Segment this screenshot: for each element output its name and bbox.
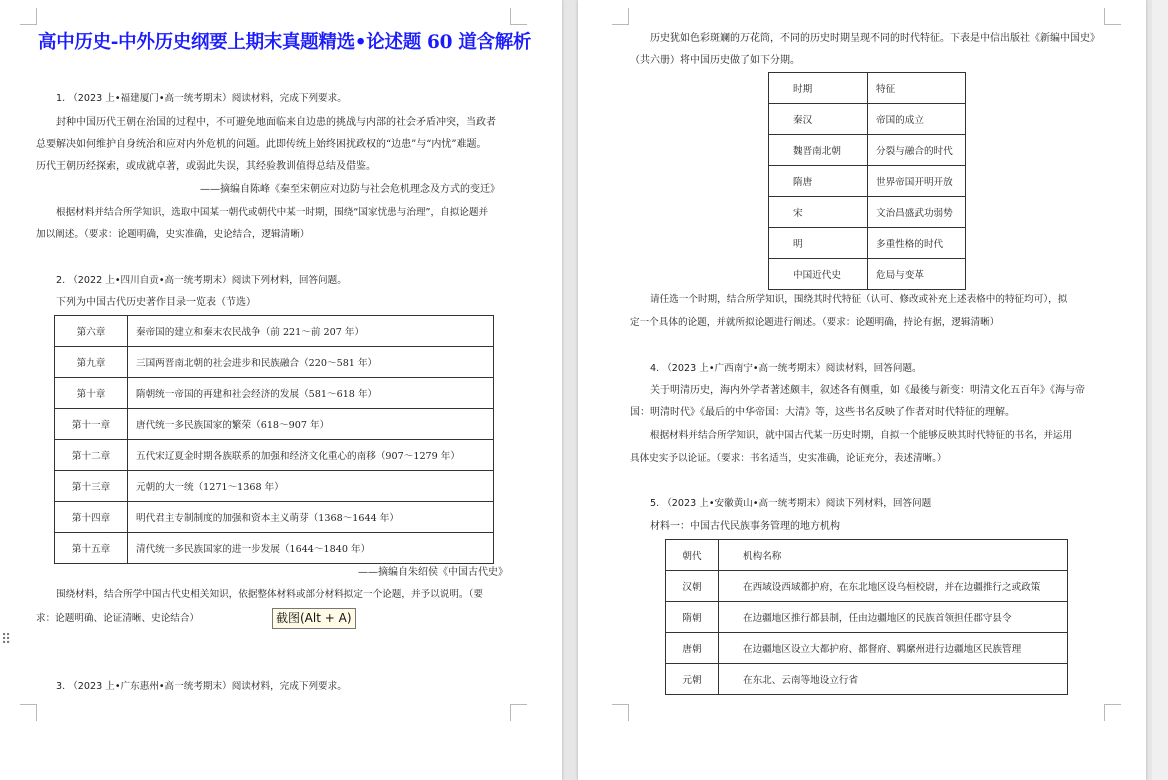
chapter-cell: 第十五章 [55,533,128,564]
chapter-title-cell: 唐代统一多民族国家的繁荣（618～907 年） [128,409,494,440]
dynasty-cell: 唐朝 [666,633,719,664]
question-3-material-line: （共六册）将中国历史做了如下分期。 [630,55,800,66]
chapter-title-cell: 元朝的大一统（1271～1368 年） [128,471,494,502]
question-4-heading: 4. （2023 上•广西南宁•高一统考期末）阅读材料，回答问题。 [650,363,922,374]
question-1-source: ——摘编自陈峰《秦至宋朝应对边防与社会危机理念及方式的变迁》 [200,184,500,195]
drag-handle-icon[interactable]: ⠿ [1,632,12,648]
question-4-prompt: 根据材料并结合所学知识，就中国古代某一历史时期，自拟一个能够反映其时代特征的书名，并运用 [650,430,1073,441]
question-4-material-line: 国：明清时代》《最后的中华帝国：大清》等，这些书名反映了作者对时代特征的理解。 [630,407,1015,418]
table-header-row [666,540,1068,571]
history-book-contents-table [54,315,494,564]
period-cell: 隋唐 [769,166,868,197]
feature-cell: 世界帝国开明开放 [868,166,966,197]
question-2-heading: 2. （2022 上•四川自贡•高一统考期末）阅读下列材料，回答问题。 [56,275,347,286]
table-row [769,135,966,166]
agency-cell: 在边疆地区推行都县制，任由边疆地区的民族首领担任郡守县令 [719,602,1068,633]
column-header-feature: 特征 [868,73,966,104]
table-row [55,502,494,533]
question-5-material-title: 材料一：中国古代民族事务管理的地方机构 [650,521,840,532]
chapter-title-cell: 五代宋辽夏金时期各族联系的加强和经济文化重心的南移（907～1279 年） [128,440,494,471]
ethnic-affairs-agencies-table [665,539,1068,695]
column-header-period: 时期 [769,73,868,104]
question-1-heading: 1. （2023 上•福建厦门•高一统考期末）阅读材料，完成下列要求。 [56,93,347,104]
question-4-prompt: 具体史实予以论证。（要求：书名适当，史实准确，论证充分，表述清晰。） [630,453,947,464]
question-3-prompt: 定一个具体的论题，并就所拟论题进行阐述。（要求：论题明确，持论有据，逻辑清晰） [630,317,1000,328]
question-1-prompt: 加以阐述。（要求：论题明确，史实准确，史论结合，逻辑清晰） [36,229,310,240]
table-row [55,440,494,471]
page-corner-mark [20,704,37,721]
question-3-heading: 3. （2023 上•广东惠州•高一统考期末）阅读材料，完成下列要求。 [56,681,347,692]
column-header-agency: 机构名称 [719,540,1068,571]
chapter-cell: 第六章 [55,316,128,347]
table-row [666,664,1068,695]
page-corner-mark [612,8,629,25]
question-5-heading: 5. （2023 上•安徽黄山•高一统考期末）阅读下列材料，回答问题 [650,498,932,509]
table-row [55,471,494,502]
page-corner-mark [1104,8,1121,25]
question-4-material-line: 关于明清历史，海内外学者著述颇丰，叙述各有侧重，如《最後与新变：明清文化五百年》《海与帝 [650,385,1085,396]
question-1-material-line: 历代王朝历经探索，或成就卓著，或弱此失误，其经验教训值得总结及借鉴。 [36,161,376,172]
table-row [55,409,494,440]
table-row [55,347,494,378]
dynasty-cell: 元朝 [666,664,719,695]
question-2-intro: 下列为中国古代历史著作目录一览表（节选） [56,297,256,308]
table-row [769,197,966,228]
page-corner-mark [510,8,527,25]
feature-cell: 分裂与融合的时代 [868,135,966,166]
column-header-dynasty: 朝代 [666,540,719,571]
period-cell: 宋 [769,197,868,228]
feature-cell: 多重性格的时代 [868,228,966,259]
question-1-material-line: 总要解决如何维护自身统治和应对内外危机的问题。此即传统上始终困扰政权的“边患”与“内忧”难题。 [36,139,487,150]
question-2-source: ——摘编自朱绍侯《中国古代史》 [358,567,508,578]
chapter-cell: 第十一章 [55,409,128,440]
chapter-title-cell: 隋朝统一帝国的再建和社会经济的发展（581～618 年） [128,378,494,409]
table-row [666,633,1068,664]
table-row [769,104,966,135]
question-3-prompt: 请任选一个时期，结合所学知识，围绕其时代特征（认可、修改或补充上述表格中的特征均可），拟 [650,294,1068,305]
period-cell: 秦汉 [769,104,868,135]
vertical-scrollbar[interactable] [1152,0,1168,780]
chapter-cell: 第九章 [55,347,128,378]
question-1-prompt: 根据材料并结合所学知识，选取中国某一朝代或朝代中某一时期，围绕“国家忧患与治理”，自拟论题并 [56,207,489,218]
chapter-cell: 第十二章 [55,440,128,471]
chapter-title-cell: 秦帝国的建立和秦末农民战争（前 221～前 207 年） [128,316,494,347]
agency-cell: 在东北、云南等地设立行省 [719,664,1068,695]
table-row [769,166,966,197]
feature-cell: 危局与变革 [868,259,966,290]
table-row [55,316,494,347]
table-header-row [769,73,966,104]
chapter-title-cell: 三国两晋南北朝的社会进步和民族融合（220～581 年） [128,347,494,378]
chapter-title-cell: 明代君主专制制度的加强和资本主义萌芽（1368～1644 年） [128,502,494,533]
table-row [666,571,1068,602]
dynasty-cell: 隋朝 [666,602,719,633]
period-cell: 魏晋南北朝 [769,135,868,166]
page-corner-mark [1104,704,1121,721]
table-row [666,602,1068,633]
page-corner-mark [510,704,527,721]
page-corner-mark [20,8,37,25]
period-cell: 明 [769,228,868,259]
table-row [769,228,966,259]
period-cell: 中国近代史 [769,259,868,290]
history-periods-table [768,72,966,290]
table-row [55,533,494,564]
chapter-title-cell: 清代统一多民族国家的进一步发展（1644～1840 年） [128,533,494,564]
chapter-cell: 第十四章 [55,502,128,533]
page-corner-mark [612,704,629,721]
question-3-material-line: 历史犹如色彩斑斓的万花筒，不同的历史时期呈现不同的时代特征。下表是中信出版社《新编中国史》 [650,33,1100,44]
table-row [769,259,966,290]
table-row [55,378,494,409]
question-1-material-line: 封种中国历代王朝在治国的过程中，不可避免地面临来自边患的挑战与内部的社会矛盾冲突，当政者 [56,117,496,128]
question-2-prompt: 求：论题明确、论证清晰、史论结合） [36,613,200,624]
chapter-cell: 第十三章 [55,471,128,502]
feature-cell: 帝国的成立 [868,104,966,135]
dynasty-cell: 汉朝 [666,571,719,602]
agency-cell: 在边疆地区设立大都护府、都督府、羁縻州进行边疆地区民族管理 [719,633,1068,664]
document-title: 高中历史-中外历史纲要上期末真题精选•论述题 60 道含解析 [38,32,532,53]
agency-cell: 在西域设西域都护府，在东北地区设乌桓校尉，并在边疆推行之或政策 [719,571,1068,602]
screenshot-shortcut-tooltip: 截图(Alt + A) [272,608,356,629]
feature-cell: 文治昌盛武功弱势 [868,197,966,228]
chapter-cell: 第十章 [55,378,128,409]
question-2-prompt: 围绕材料，结合所学中国古代史相关知识，依据整体材料或部分材料拟定一个论题，并予以说明。（要 [56,589,483,600]
